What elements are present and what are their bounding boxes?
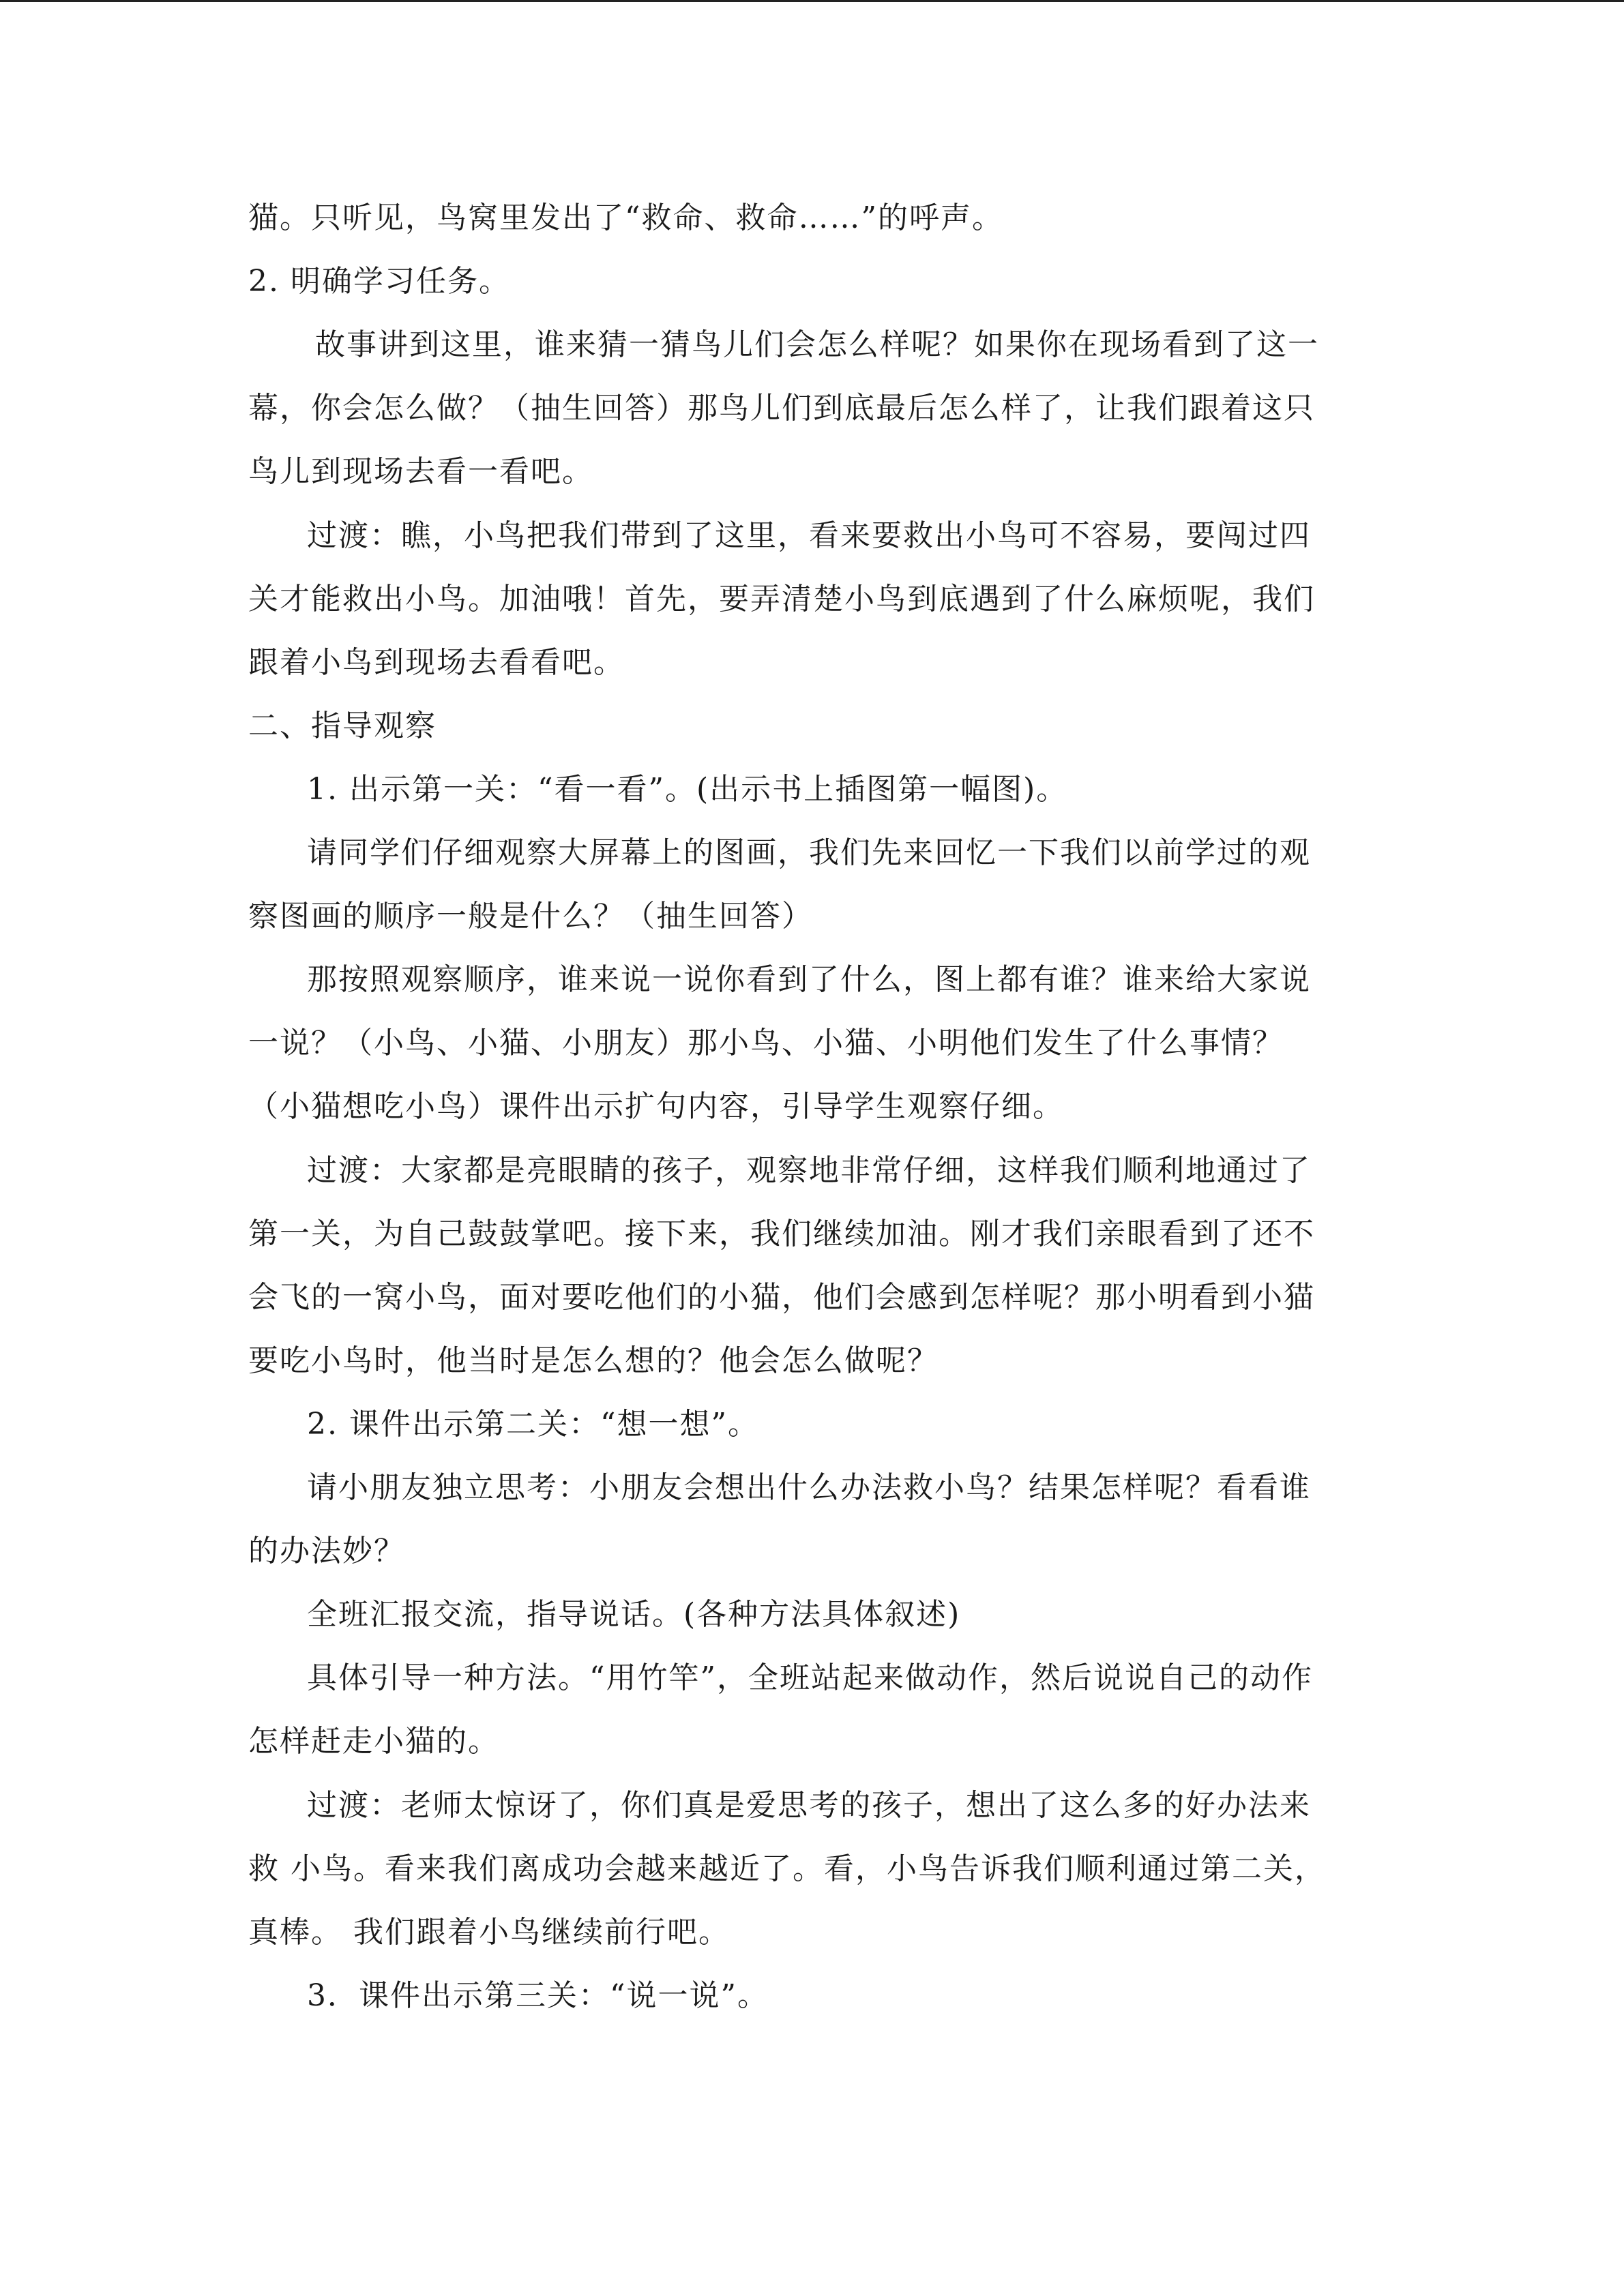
- text-line: 过渡：老师太惊讶了，你们真是爱思考的孩子，想出了这么多的好办法来: [307, 1788, 1311, 1823]
- text-line: 具体引导一种方法。“用竹竿”，全班站起来做动作，然后说说自己的动作: [307, 1660, 1313, 1695]
- text-line: （小猫想吃小鸟）课件出示扩句内容，引导学生观察仔细。: [248, 1089, 1064, 1124]
- section-heading: 二、指导观察: [248, 709, 437, 743]
- text-line: 关才能救出小鸟。加油哦！首先，要弄清楚小鸟到底遇到了什么麻烦呢，我们: [248, 582, 1315, 616]
- text-line: 跟着小鸟到现场去看看吧。: [248, 645, 625, 680]
- text-line: 故事讲到这里，谁来猜一猜鸟儿们会怎么样呢？如果你在现场看到了这一: [315, 327, 1319, 362]
- text-line: 猫。只听见，鸟窝里发出了“救命、救命……”的呼声。: [248, 200, 1003, 235]
- text-line: 1. 出示第一关：“看一看”。(出示书上插图第一幅图)。: [307, 772, 1068, 807]
- text-line: 那按照观察顺序，谁来说一说你看到了什么，图上都有谁？谁来给大家说: [307, 962, 1311, 997]
- text-line: 2. 课件出示第二关：“想一想”。: [307, 1407, 759, 1442]
- page-top-border: [0, 0, 1624, 2]
- text-line: 过渡：大家都是亮眼睛的孩子，观察地非常仔细，这样我们顺利地通过了: [307, 1153, 1311, 1188]
- text-line: 请小朋友独立思考：小朋友会想出什么办法救小鸟？结果怎样呢？看看谁: [307, 1470, 1311, 1505]
- text-line: 鸟儿到现场去看一看吧。: [248, 454, 593, 489]
- text-line: 救 小鸟。看来我们离成功会越来越近了。看，小鸟告诉我们顺利通过第二关，: [248, 1851, 1326, 1886]
- text-line: 过渡：瞧，小鸟把我们带到了这里，看来要救出小鸟可不容易，要闯过四: [307, 518, 1311, 553]
- text-line: 会飞的一窝小鸟，面对要吃他们的小猫，他们会感到怎样呢？那小明看到小猫: [248, 1280, 1315, 1315]
- text-line: 怎样赶走小猫的。: [248, 1724, 499, 1759]
- text-line: 真棒。 我们跟着小鸟继续前行吧。: [248, 1915, 730, 1950]
- text-line: 要吃小鸟时，他当时是怎么想的？他会怎么做呢？: [248, 1343, 939, 1378]
- text-line: 请同学们仔细观察大屏幕上的图画，我们先来回忆一下我们以前学过的观: [307, 835, 1311, 870]
- text-line: 2. 明确学习任务。: [248, 264, 510, 299]
- text-line: 3．课件出示第三关：“说一说”。: [307, 1978, 769, 2013]
- text-line: 第一关，为自己鼓鼓掌吧。接下来，我们继续加油。刚才我们亲眼看到了还不: [248, 1217, 1315, 1251]
- text-line: 察图画的顺序一般是什么？（抽生回答）: [248, 899, 813, 934]
- text-line: 的办法妙？: [248, 1534, 405, 1568]
- text-line: 一说？（小鸟、小猫、小朋友）那小鸟、小猫、小明他们发生了什么事情？: [248, 1026, 1284, 1060]
- text-line: 幕，你会怎么做？（抽生回答）那鸟儿们到底最后怎么样了，让我们跟着这只: [248, 391, 1315, 426]
- text-line: 全班汇报交流，指导说话。(各种方法具体叙述): [307, 1597, 961, 1632]
